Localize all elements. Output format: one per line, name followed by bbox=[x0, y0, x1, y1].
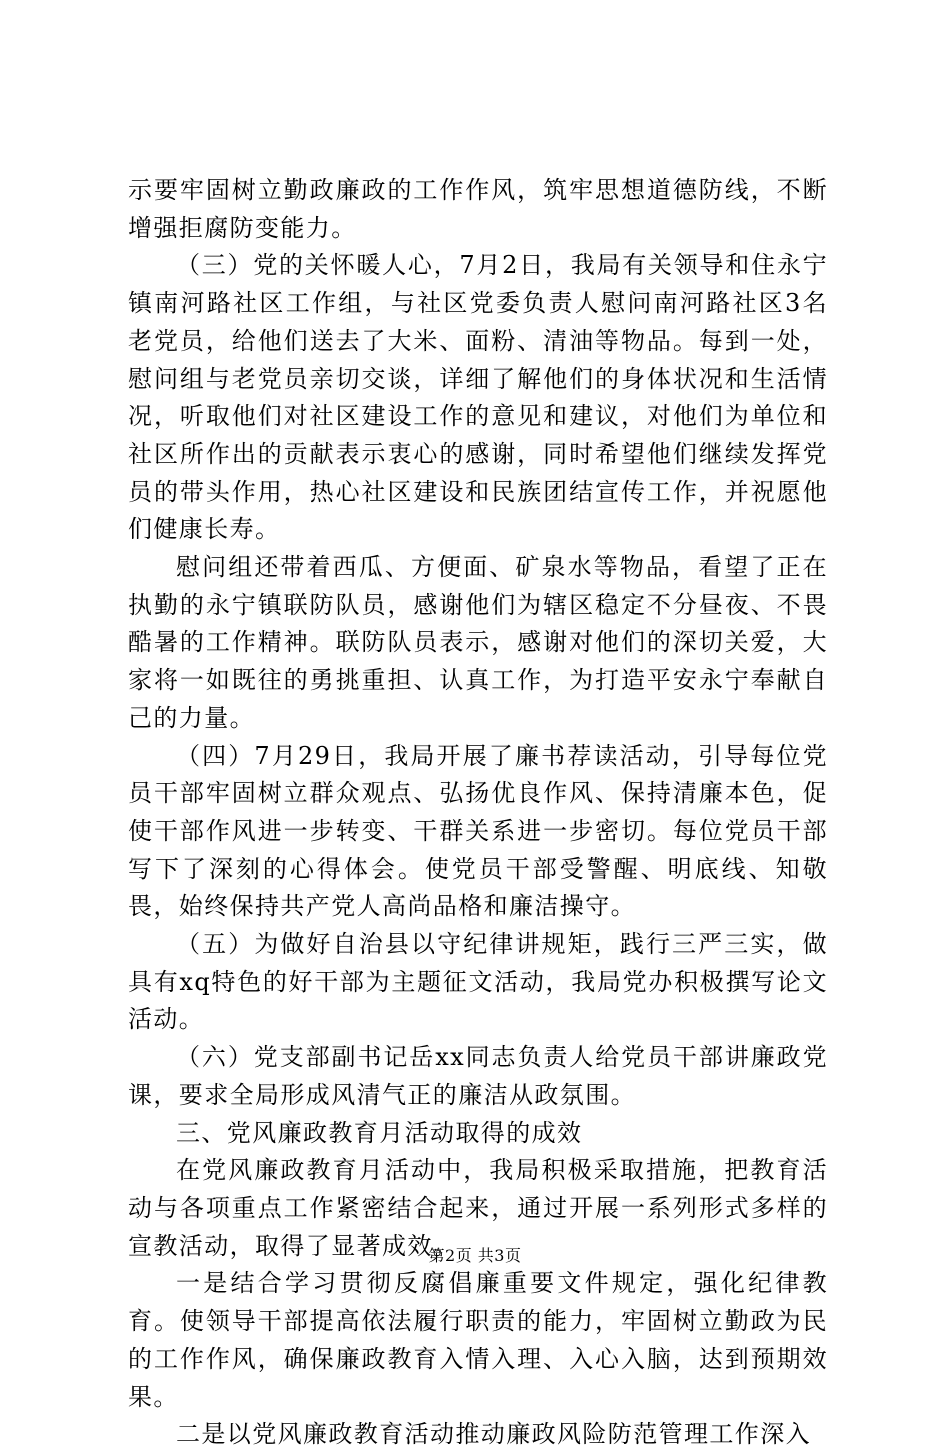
page-footer: 第2页 共3页 bbox=[428, 1246, 522, 1265]
paragraph-continuation: 示要牢固树立勤政廉政的工作作风，筑牢思想道德防线，不断增强拒腐防变能力。 bbox=[128, 176, 828, 242]
paragraph-result-1: 一是结合学习贯彻反腐倡廉重要文件规定，强化纪律教育。使领导干部提高依法履行职责的能力，牢固树立勤政为民的工作作风，确保廉政教育入情入理、入心入脑，达到预期效果。 bbox=[128, 1269, 828, 1411]
paragraph-item-5: （五）为做好自治县以守纪律讲规矩，践行三严三实，做具有xq特色的好干部为主题征文活动，我局党办积极撰写论文活动。 bbox=[128, 930, 828, 1034]
paragraph-result-2: 二是以党风廉政教育活动推动廉政风险防范管理工作深入 bbox=[176, 1420, 811, 1449]
section-heading: 三、党风廉政教育月活动取得的成效 bbox=[176, 1118, 583, 1147]
paragraph-results-intro: 在党风廉政教育月活动中，我局积极采取措施，把教育活动与各项重点工作紧密结合起来，通过开展一系列形式多样的宣教活动，取得了显著成效。 bbox=[128, 1156, 828, 1260]
paragraph-item-6: （六）党支部副书记岳xx同志负责人给党员干部讲廉政党课，要求全局形成风清气正的廉洁从政氛围。 bbox=[128, 1043, 828, 1109]
paragraph-item-4: （四）7月29日，我局开展了廉书荐读活动，引导每位党员干部牢固树立群众观点、弘扬优良作风、保持清廉本色，促使干部作风进一步转变、干群关系进一步密切。每位党员干部写下了深刻的心得体会。使党员干部受警醒、明底线、知敬畏，始终保持共产党人高尚品格和廉洁操守。 bbox=[128, 741, 828, 921]
paragraph-item-3: （三）党的关怀暖人心，7月2日，我局有关领导和住永宁镇南河路社区工作组，与社区党委负责人慰问南河路社区3名老党员，给他们送去了大米、面粉、清油等物品。每到一处，慰问组与老党员亲切交谈，详细了解他们的身体状况和生活情况，听取他们对社区建设工作的意见和建议，对他们为单位和社区所作出的贡献表示衷心的感谢，同时希望他们继续发挥党员的带头作用，热心社区建设和民族团结宣传工作，并祝愿他们健康长寿。 bbox=[128, 251, 828, 544]
paragraph-item-3-continued: 慰问组还带着西瓜、方便面、矿泉水等物品，看望了正在执勤的永宁镇联防队员，感谢他们为辖区稳定不分昼夜、不畏酷暑的工作精神。联防队员表示，感谢对他们的深切关爱，大家将一如既往的勇挑重担、认真工作，为打造平安永宁奉献自己的力量。 bbox=[128, 553, 828, 732]
